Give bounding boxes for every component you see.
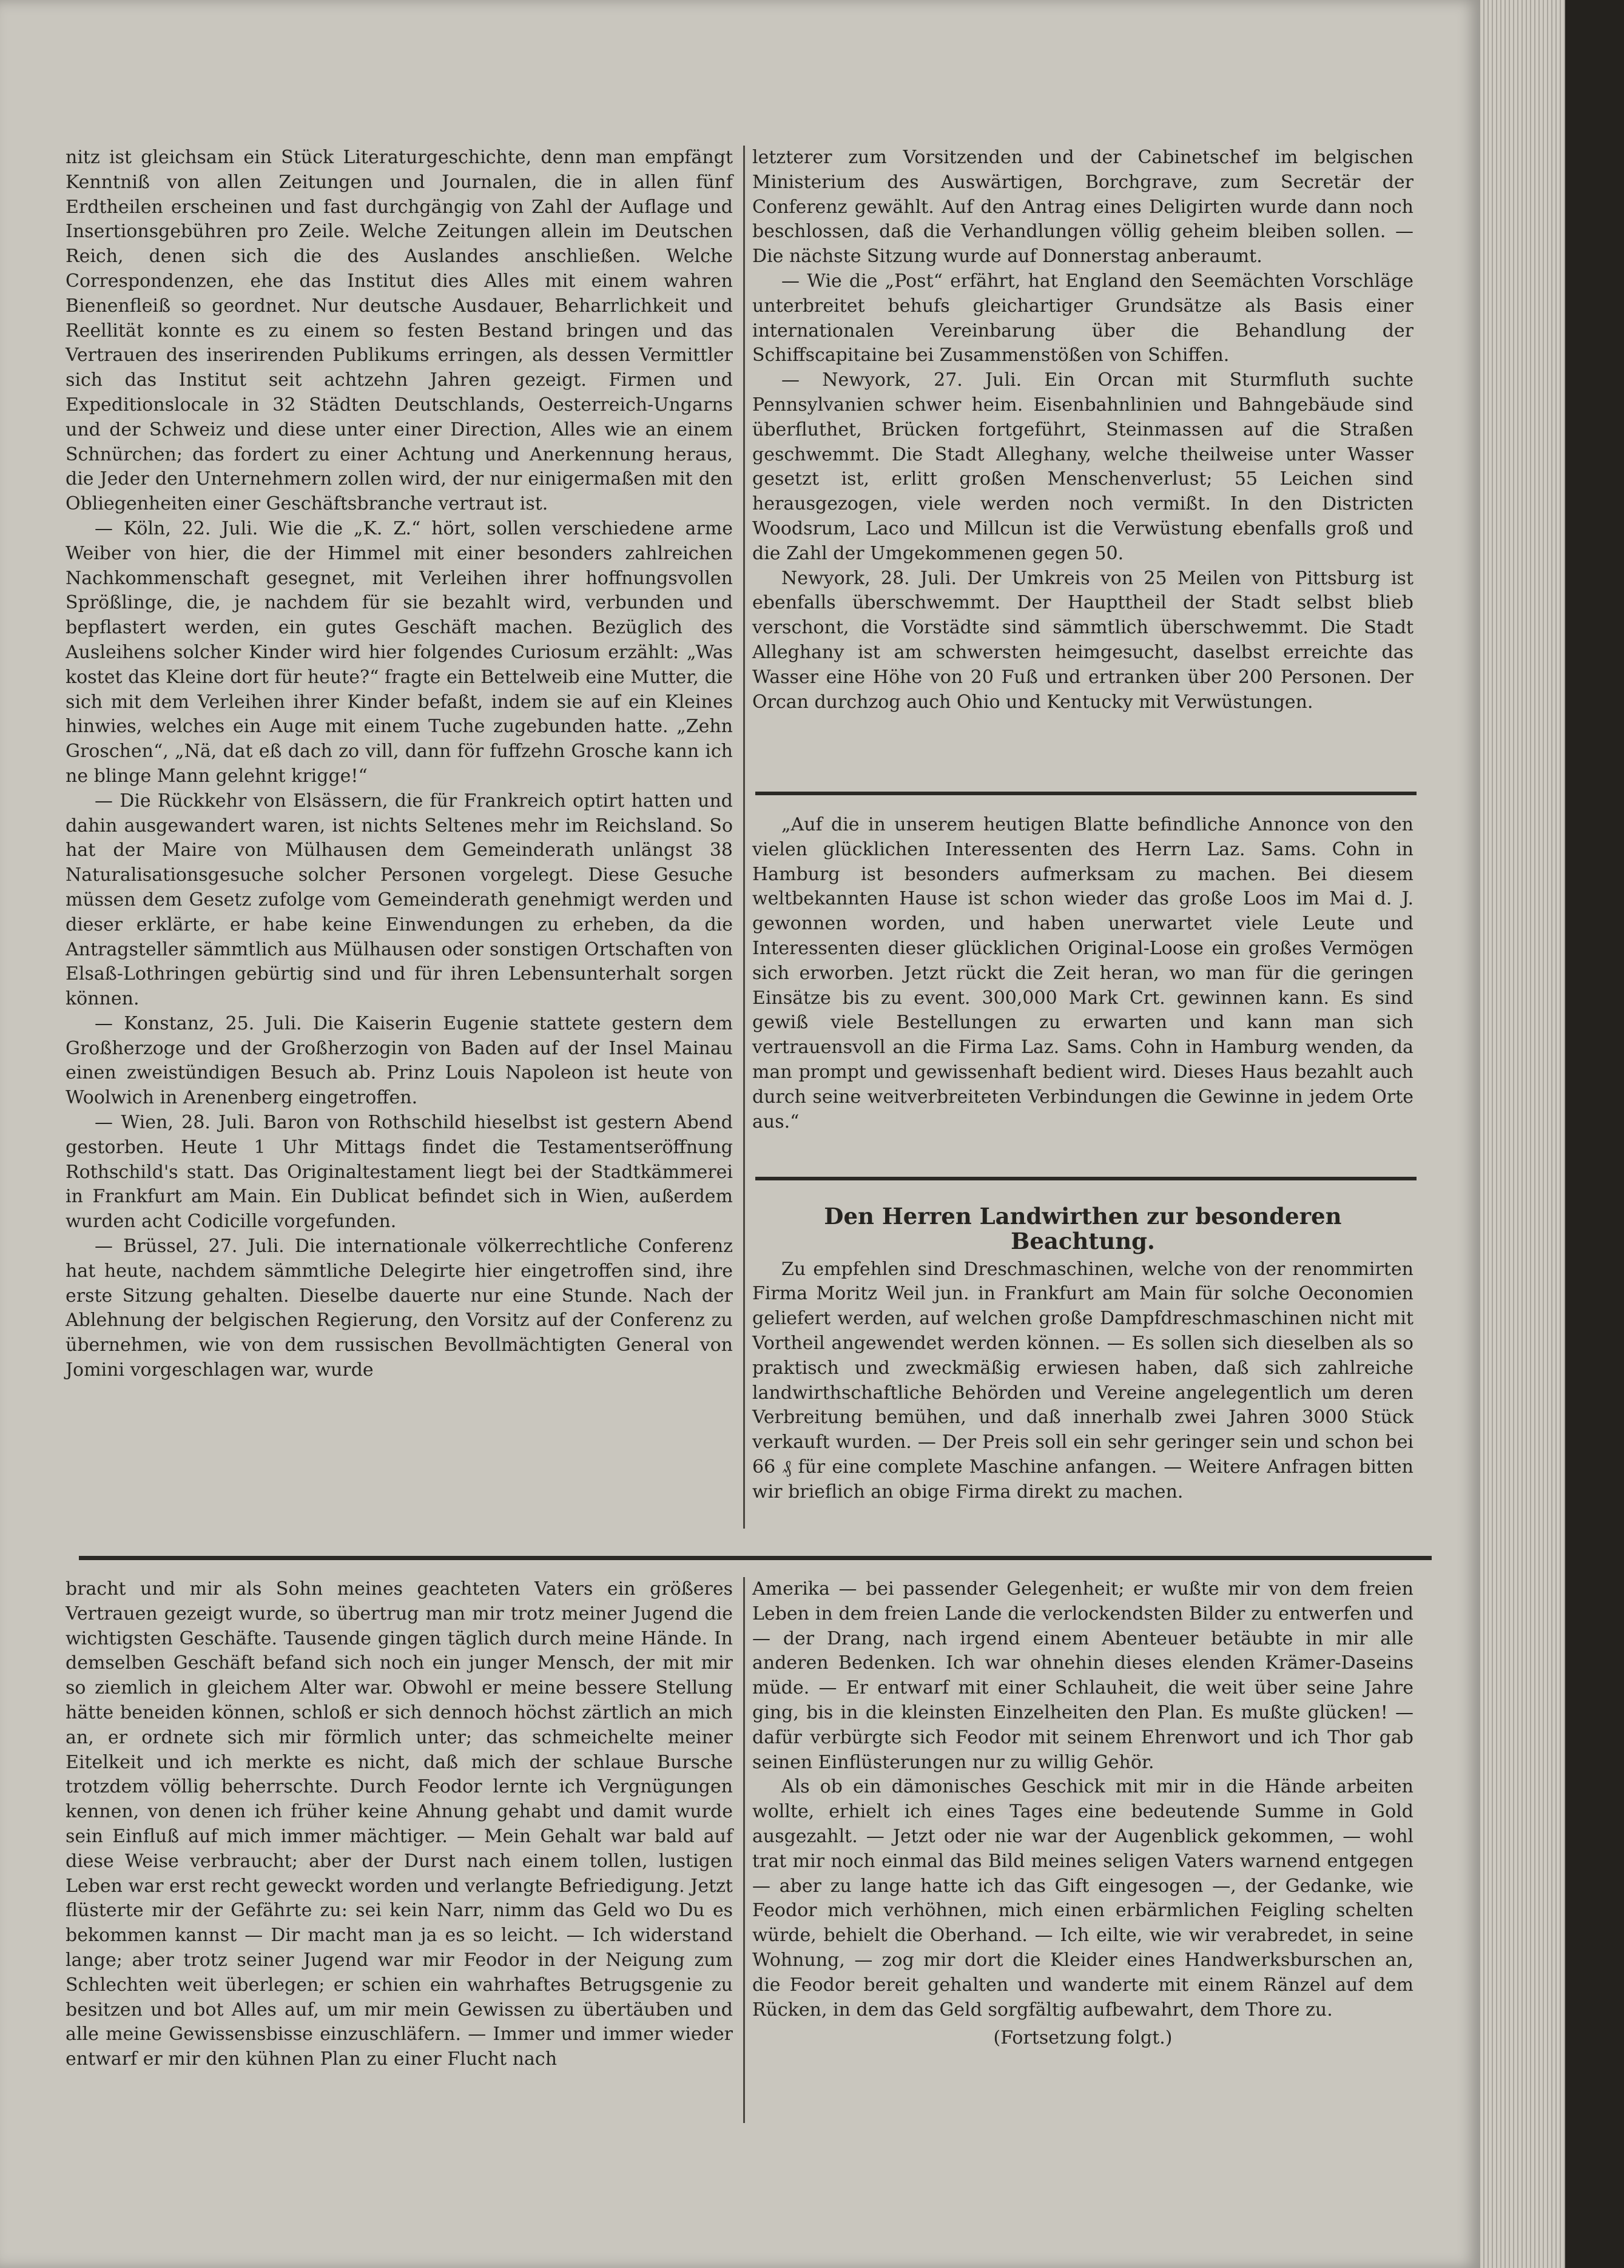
article-paragraph: — Wie die „Post“ erfährt, hat England den Seemächten Vorschläge unterbreitet behufs gleichartiger Grundsätze als Basis einer internationalen Vereinbarung über die Behandlung der Schiffscapitaine bei Zusammenstößen von Schiffen.: [752, 270, 1413, 366]
story-paragraph: Als ob ein dämonisches Geschick mit mir in die Hände arbeiten wollte, erhielt ich eines Tages eine bedeutende Summe in Gold ausgezahlt. — Jetzt oder nie war der Augenblick gekommen, — wohl trat mir noch einmal das Bild meines seligen Vaters warnend entgegen — aber zu lange hatte ich das Gift eingesogen —, der Gedanke, wie Feodor mich verhöhnen, mich einen erbärmlichen Feigling schelten würde, behielt die Oberhand. — Ich eilte, wie wir verabredet, in seine Wohnung, — zog mir dort die Kleider eines Handwerksburschen an, die Feodor bereit gehalten und wanderte mit einem Ränzel auf dem Rücken, in dem das Geld sorgfältig aufbewahrt, dem Thore zu.: [752, 1776, 1413, 2021]
article-paragraph: nitz ist gleichsam ein Stück Literaturgeschichte, denn man empfängt Kenntniß von allen Zeitungen und Journalen, die in allen fünf Erdtheilen erscheinen und fast durchgängig von Zahl der Auflage und Insertionsgebühren pro Zeile. Welche Zeitungen allein im Deutschen Reich, denen sich die des Auslandes anschließen. Welche Correspondenzen, ehe das Institut dies Alles mit einem wahren Bienenfleiß so geordnet. Nur deutsche Ausdauer, Beharrlichkeit und Reellität konnte es zu einem so festen Bestand bringen und das Vertrauen des inserirenden Publikums erringen, als dessen Vermittler sich das Institut seit achtzehn Jahren gezeigt. Firmen und Expeditionslocale in 32 Städten Deutschlands, Oesterreich-Ungarns und der Schweiz und diese unter einer Direction, Alles wie an einem Schnürchen; das fordert zu einer Achtung und Anerkennung heraus, die Jeder den Unternehmern zollen wird, der nur einigermaßen mit den Obliegenheiten einer Geschäftsbranche vertraut ist.: [66, 147, 733, 515]
page-edges: [1480, 0, 1565, 2268]
article-paragraph: — Konstanz, 25. Juli. Die Kaiserin Eugenie stattete gestern dem Großherzoge und der Großherzogin von Baden auf der Insel Mainau einen zweistündigen Besuch ab. Prinz Louis Napoleon ist heute von Woolwich in Arenenberg eingetroffen.: [66, 1012, 733, 1109]
scan-background: [1565, 0, 1624, 2268]
notice-paragraph: „Auf die in unserem heutigen Blatte befindliche Annonce von den vielen glücklichen Interessenten des Herrn Laz. Sams. Cohn in Hamburg ist besonders aufmerksam zu machen. Bei diesem weltbekannten Hause ist schon wieder das große Loos im Mai d. J. gewonnen worden, und haben unerwartet viele Leute und Interessenten dieser glücklichen Original-Loose ein großes Vermögen sich erworben. Jetzt rückt die Zeit heran, wo man für die geringen Einsätze bis zu event. 300,000 Mark Crt. gewinnen kann. Es sind gewiß viele Bestellungen zu erwarten und kann man sich vertrauensvoll an die Firma Laz. Sams. Cohn in Hamburg wenden, da man prompt und gewissenhaft bedient wird. Dieses Haus bezahlt auch durch seine weitverbreiteten Verbindungen die Gewinne in jedem Orte aus.“: [752, 814, 1413, 1132]
upper-right-column: [752, 146, 1413, 715]
section-rule: [79, 1556, 1432, 1560]
article-paragraph: Newyork, 28. Juli. Der Umkreis von 25 Meilen von Pittsburg ist ebenfalls überschwemmt. Der Haupttheil der Stadt selbst blieb verschont, die Vorstädte sind sämmtlich überschwemmt. Die Stadt Alleghany ist am schwersten heimgesucht, daselbst erreichte das Wasser eine Höhe von 20 Fuß und ertranken über 200 Personen. Der Orcan durchzog auch Ohio und Kentucky mit Verwüstungen.: [752, 567, 1413, 713]
lower-left-column: [66, 1577, 733, 2072]
column-divider: [743, 146, 745, 1529]
article-paragraph: — Brüssel, 27. Juli. Die internationale völkerrechtliche Conferenz hat heute, nachdem sämmtliche Delegirte hier eingetroffen sind, ihre erste Sitzung gehalten. Dieselbe dauerte nur eine Stunde. Nach der Ablehnung der belgischen Regierung, den Vorsitz auf der Conferenz zu übernehmen, wie von dem russischen Bevollmächtigten General von Jomini vorgeschlagen war, wurde: [66, 1236, 733, 1381]
to-be-continued: (Fortsetzung folgt.): [993, 2027, 1173, 2049]
story-paragraph: Amerika — bei passender Gelegenheit; er wußte mir von dem freien Leben in dem freien Lande die verlockendsten Bilder zu entwerfen und — der Drang, nach irgend einem Abenteuer betäubte in mir alle anderen Bedenken. Ich war ohnehin dieses elenden Krämer-Daseins müde. — Er entwarf mit einer Schlauheit, die weit über seine Jahre ging, bis in die kleinsten Einzelheiten den Plan. Es mußte glücken! — dafür verbürgte sich Feodor mit seinem Ehrenwort und ich Thor gab seinen Einflüsterungen nur zu willig Gehör.: [752, 1578, 1413, 1773]
farmers-paragraph: Zu empfehlen sind Dreschmaschinen, welche von der renommirten Firma Moritz Weil jun. in Frankfurt am Main für solche Oeconomien geliefert werden, auf welchen große Dampfdreschmaschinen nicht mit Vortheil angewendet werden können. — Es sollen sich dieselben als so praktisch und zweckmäßig erwiesen haben, daß sich zahlreiche landwirthschaftliche Behörden und Vereine angelegentlich um deren Verbreitung bemühen, und daß innerhalb zwei Jahren 3000 Stück verkauft wurden. — Der Preis soll ein sehr geringer sein und schon bei 66 ₰ für eine complete Maschine anfangen. — Weitere Anfragen bitten wir brieflich an obige Firma direkt zu machen.: [752, 1258, 1413, 1502]
story-paragraph: bracht und mir als Sohn meines geachteten Vaters ein größeres Vertrauen gezeigt wurde, so übertrug man mir trotz meiner Jugend die wichtigsten Geschäfte. Tausende gingen täglich durch meine Hände. In demselben Geschäft befand sich noch ein junger Mensch, der mit mir so ziemlich in gleichem Alter war. Obwohl er meine bessere Stellung hätte beneiden können, schloß er sich dennoch höchst zärtlich an mich an, er ordnete sich mir förmlich unter; das schmeichelte meiner Eitelkeit und ich merkte es nicht, daß mich der schlaue Bursche trotzdem völlig beherrschte. Durch Feodor lernte ich Vergnügungen kennen, von denen ich früher keine Ahnung gehabt und damit wurde sein Einfluß auf mich immer mächtiger. — Mein Gehalt war bald auf diese Weise verbraucht; aber der Durst nach einem tollen, lustigen Leben war erst recht geweckt worden und verlangte Befriedigung. Jetzt flüsterte mir der Gefährte zu: sei kein Narr, nimm das Geld wo Du es bekommen kannst — Dir macht man ja es so leicht. — Ich widerstand lange; aber trotz seiner Jugend war mir Feodor in der Neigung zum Schlechten weit überlegen; er schien ein wahrhaftes Betrugsgenie zu besitzen und bot Alles auf, um mir mein Gewissen zu übertäuben und alle meine Gewissensbisse einzuschläfern. — Immer und immer wieder entwarf er mir den kühnen Plan zu einer Flucht nach: [66, 1578, 733, 2070]
section-rule: [755, 1177, 1417, 1180]
article-paragraph: — Wien, 28. Juli. Baron von Rothschild hieselbst ist gestern Abend gestorben. Heute 1 Uhr Mittags findet die Testamentseröffnung Rothschild's statt. Das Originaltestament liegt bei der Stadtkämmerei in Frankfurt am Main. Ein Dublicat befindet sich in Wien, außerdem wurden acht Codicille vorgefunden.: [66, 1112, 733, 1233]
column-divider: [743, 1577, 745, 2123]
farmers-notice: [752, 1204, 1413, 1505]
article-paragraph: letzterer zum Vorsitzenden und der Cabinetschef im belgischen Ministerium des Auswärtigen, Borchgrave, zum Secretär der Conferenz gewählt. Auf den Antrag eines Deligirten wurde dann noch beschlossen, daß die Verhandlungen völlig geheim bleiben sollen. — Die nächste Sitzung wurde auf Donnerstag anberaumt.: [752, 147, 1413, 268]
upper-left-column: [66, 146, 733, 1383]
article-paragraph: — Newyork, 27. Juli. Ein Orcan mit Sturmfluth suchte Pennsylvanien schwer heim. Eisenbahnlinien und Bahngebäude sind überfluthet, Brücken fortgeführt, Steinmassen auf die Straßen geschwemmt. Die Stadt Alleghany, welche theilweise unter Wasser gesetzt ist, erlitt großen Menschenverlust; 55 Leichen sind herausgezogen, viele werden noch vermißt. In den Districten Woodsrum, Laco und Millcun ist die Verwüstung ebenfalls groß und die Zahl der Umgekommenen gegen 50.: [752, 369, 1413, 564]
article-paragraph: — Die Rückkehr von Elsässern, die für Frankreich optirt hatten und dahin ausgewandert waren, ist nichts Seltenes mehr im Reichsland. So hat der Maire von Mülhausen dem Gemeinderath unlängst 38 Naturalisationsgesuche solcher Personen vorgelegt. Diese Gesuche müssen dem Gesetz zufolge vom Gemeinderath genehmigt werden und dieser erklärte, er habe keine Einwendungen zu erheben, da die Antragsteller sämmtlich aus Mülhausen oder sonstigen Ortschaften von Elsaß-Lothringen gebürtig sind und für ihren Lebensunterhalt sorgen können.: [66, 790, 733, 1010]
article-paragraph: — Köln, 22. Juli. Wie die „K. Z.“ hört, sollen verschiedene arme Weiber von hier, die der Himmel mit einer besonders zahlreichen Nachkommenschaft gesegnet, mit Verleihen ihrer hoffnungsvollen Sprößlinge, die, je nachdem für sie bezahlt wird, verbunden und bepflastert werden, ein gutes Geschäft machen. Bezüglich des Ausleihens solcher Kinder wird hier folgendes Curiosum erzählt: „Was kostet das Kleine dort für heute?“ fragte ein Bettelweib eine Mutter, die sich mit dem Verleihen ihrer Kinder befaßt, indem sie auf ein Kleines hinwies, welches ein Auge mit einem Tuche zugebunden hatte. „Zehn Groschen“, „Nä, dat eß dach zo vill, dann för fuffzehn Grosche kann ich ne blinge Mann gelehnt krigge!“: [66, 517, 733, 787]
farmers-heading: Den Herren Landwirthen zur besonderen Beachtung.: [824, 1203, 1342, 1254]
lottery-notice: [752, 813, 1413, 1134]
section-rule: [755, 792, 1417, 795]
lower-right-column: [752, 1577, 1413, 2051]
